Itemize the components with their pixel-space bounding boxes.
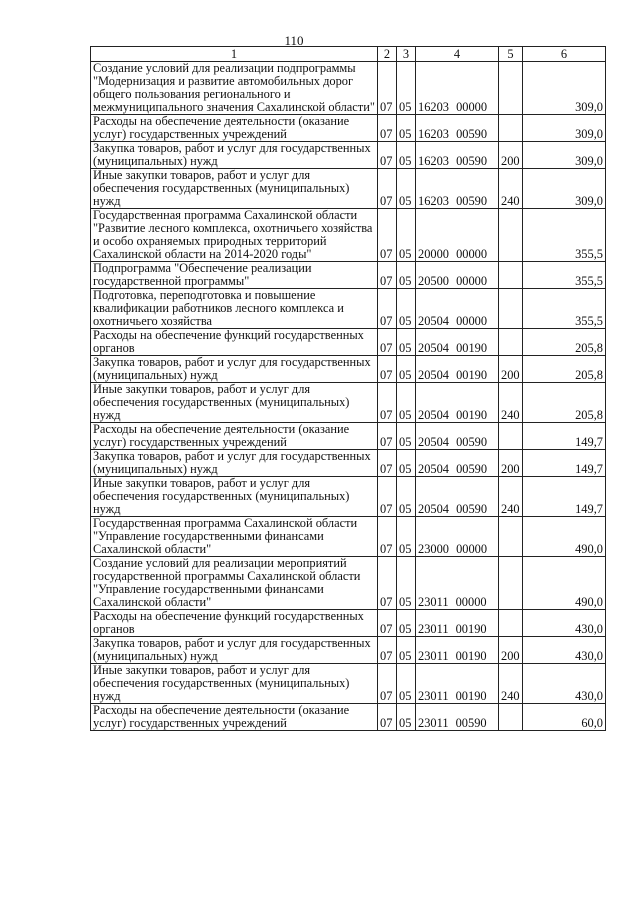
row-section-code: 07 (378, 610, 397, 637)
row-target-article: 20504 00190 (416, 383, 499, 423)
budget-table (90, 46, 606, 731)
row-name: Расходы на обеспечение деятельности (оказание услуг) государственных учреждений (91, 704, 378, 731)
row-section-code: 07 (378, 356, 397, 383)
row-section-code: 07 (378, 704, 397, 731)
row-subsection-code: 05 (397, 169, 416, 209)
row-subsection-code: 05 (397, 450, 416, 477)
row-target-article: 23011 00190 (416, 637, 499, 664)
row-expense-type (499, 115, 523, 142)
row-subsection-code: 05 (397, 517, 416, 557)
row-name: Закупка товаров, работ и услуг для государственных (муниципальных) нужд (91, 142, 378, 169)
table-body (91, 62, 606, 731)
row-expense-type: 240 (499, 169, 523, 209)
row-expense-type (499, 704, 523, 731)
row-subsection-code: 05 (397, 664, 416, 704)
row-expense-type: 200 (499, 356, 523, 383)
row-name: Закупка товаров, работ и услуг для государственных (муниципальных) нужд (91, 356, 378, 383)
row-name: Государственная программа Сахалинской области "Управление государственными финансами Сахалинской области" (91, 517, 378, 557)
row-name: Государственная программа Сахалинской области "Развитие лесного комплекса, охотничьего хозяйства и особо охраняемых природных территорий Сахалинской области на 2014-2020 годы" (91, 209, 378, 262)
table-row (91, 450, 606, 477)
row-target-article: 16203 00590 (416, 142, 499, 169)
row-target-article: 16203 00000 (416, 62, 499, 115)
row-subsection-code: 05 (397, 329, 416, 356)
row-section-code: 07 (378, 450, 397, 477)
row-section-code: 07 (378, 477, 397, 517)
row-name: Создание условий для реализации мероприятий государственной программы Сахалинской области "Управление государственными финансами Сахалинской области" (91, 557, 378, 610)
row-target-article: 23011 00000 (416, 557, 499, 610)
row-section-code: 07 (378, 383, 397, 423)
table-row (91, 704, 606, 731)
row-amount: 149,7 (523, 423, 606, 450)
row-subsection-code: 05 (397, 209, 416, 262)
row-target-article: 20504 00190 (416, 356, 499, 383)
header-col-3: 3 (397, 47, 416, 62)
row-target-article: 20000 00000 (416, 209, 499, 262)
row-subsection-code: 05 (397, 383, 416, 423)
table-row (91, 383, 606, 423)
row-subsection-code: 05 (397, 115, 416, 142)
row-name: Закупка товаров, работ и услуг для государственных (муниципальных) нужд (91, 637, 378, 664)
row-subsection-code: 05 (397, 62, 416, 115)
row-amount: 490,0 (523, 517, 606, 557)
row-subsection-code: 05 (397, 423, 416, 450)
row-expense-type (499, 289, 523, 329)
table-row (91, 664, 606, 704)
row-name: Расходы на обеспечение функций государственных органов (91, 610, 378, 637)
row-section-code: 07 (378, 262, 397, 289)
table-row (91, 142, 606, 169)
row-name: Создание условий для реализации подпрограммы "Модернизация и развитие автомобильных дорог общего пользования регионального и межмуниципального значения Сахалинской области" (91, 62, 378, 115)
page-number: 110 (284, 33, 304, 48)
row-expense-type (499, 423, 523, 450)
row-subsection-code: 05 (397, 477, 416, 517)
table-row (91, 356, 606, 383)
table-row (91, 610, 606, 637)
header-col-1: 1 (91, 47, 378, 62)
row-expense-type: 200 (499, 450, 523, 477)
row-amount: 309,0 (523, 142, 606, 169)
table-row (91, 115, 606, 142)
row-target-article: 16203 00590 (416, 169, 499, 209)
row-target-article: 23011 00190 (416, 664, 499, 704)
row-target-article: 16203 00590 (416, 115, 499, 142)
row-name: Закупка товаров, работ и услуг для государственных (муниципальных) нужд (91, 450, 378, 477)
table-row (91, 517, 606, 557)
row-expense-type (499, 209, 523, 262)
table-row (91, 637, 606, 664)
row-subsection-code: 05 (397, 557, 416, 610)
row-subsection-code: 05 (397, 637, 416, 664)
row-section-code: 07 (378, 557, 397, 610)
row-section-code: 07 (378, 62, 397, 115)
row-section-code: 07 (378, 169, 397, 209)
row-section-code: 07 (378, 329, 397, 356)
row-name: Иные закупки товаров, работ и услуг для обеспечения государственных (муниципальных) нужд (91, 169, 378, 209)
table-row (91, 329, 606, 356)
table-row (91, 209, 606, 262)
table-row (91, 169, 606, 209)
table-row (91, 262, 606, 289)
row-subsection-code: 05 (397, 142, 416, 169)
header-col-5: 5 (499, 47, 523, 62)
row-expense-type (499, 610, 523, 637)
header-col-4: 4 (416, 47, 499, 62)
table-row (91, 423, 606, 450)
row-name: Расходы на обеспечение функций государственных органов (91, 329, 378, 356)
row-amount: 355,5 (523, 209, 606, 262)
row-amount: 355,5 (523, 289, 606, 329)
table-row (91, 477, 606, 517)
row-subsection-code: 05 (397, 610, 416, 637)
row-amount: 355,5 (523, 262, 606, 289)
row-target-article: 23011 00590 (416, 704, 499, 731)
row-name: Иные закупки товаров, работ и услуг для обеспечения государственных (муниципальных) нужд (91, 383, 378, 423)
row-expense-type (499, 62, 523, 115)
row-expense-type (499, 517, 523, 557)
row-section-code: 07 (378, 115, 397, 142)
row-target-article: 20504 00590 (416, 423, 499, 450)
row-expense-type (499, 329, 523, 356)
row-target-article: 20500 00000 (416, 262, 499, 289)
row-amount: 205,8 (523, 383, 606, 423)
row-amount: 430,0 (523, 664, 606, 704)
row-amount: 490,0 (523, 557, 606, 610)
row-amount: 205,8 (523, 356, 606, 383)
row-amount: 309,0 (523, 115, 606, 142)
row-amount: 60,0 (523, 704, 606, 731)
row-expense-type (499, 262, 523, 289)
row-amount: 430,0 (523, 610, 606, 637)
row-expense-type: 200 (499, 142, 523, 169)
row-section-code: 07 (378, 517, 397, 557)
row-target-article: 20504 00590 (416, 450, 499, 477)
row-target-article: 23011 00190 (416, 610, 499, 637)
row-subsection-code: 05 (397, 262, 416, 289)
row-amount: 309,0 (523, 169, 606, 209)
row-amount: 149,7 (523, 450, 606, 477)
row-name: Иные закупки товаров, работ и услуг для обеспечения государственных (муниципальных) нужд (91, 664, 378, 704)
row-expense-type: 240 (499, 477, 523, 517)
row-target-article: 20504 00000 (416, 289, 499, 329)
table-row (91, 62, 606, 115)
row-section-code: 07 (378, 423, 397, 450)
row-section-code: 07 (378, 637, 397, 664)
row-amount: 430,0 (523, 637, 606, 664)
row-amount: 149,7 (523, 477, 606, 517)
row-name: Расходы на обеспечение деятельности (оказание услуг) государственных учреждений (91, 115, 378, 142)
row-name: Подпрограмма "Обеспечение реализации государственной программы" (91, 262, 378, 289)
row-subsection-code: 05 (397, 704, 416, 731)
table-row (91, 289, 606, 329)
row-target-article: 20504 00190 (416, 329, 499, 356)
row-target-article: 20504 00590 (416, 477, 499, 517)
row-name: Расходы на обеспечение деятельности (оказание услуг) государственных учреждений (91, 423, 378, 450)
row-amount: 205,8 (523, 329, 606, 356)
row-section-code: 07 (378, 142, 397, 169)
row-section-code: 07 (378, 209, 397, 262)
row-subsection-code: 05 (397, 356, 416, 383)
row-expense-type: 240 (499, 664, 523, 704)
row-name: Иные закупки товаров, работ и услуг для обеспечения государственных (муниципальных) нужд (91, 477, 378, 517)
row-expense-type (499, 557, 523, 610)
row-expense-type: 240 (499, 383, 523, 423)
row-section-code: 07 (378, 289, 397, 329)
row-section-code: 07 (378, 664, 397, 704)
header-row (91, 47, 606, 62)
row-target-article: 23000 00000 (416, 517, 499, 557)
row-expense-type: 200 (499, 637, 523, 664)
table-row (91, 557, 606, 610)
header-col-2: 2 (378, 47, 397, 62)
row-subsection-code: 05 (397, 289, 416, 329)
row-amount: 309,0 (523, 62, 606, 115)
row-name: Подготовка, переподготовка и повышение квалификации работников лесного комплекса и охотничьего хозяйства (91, 289, 378, 329)
header-col-6: 6 (523, 47, 606, 62)
